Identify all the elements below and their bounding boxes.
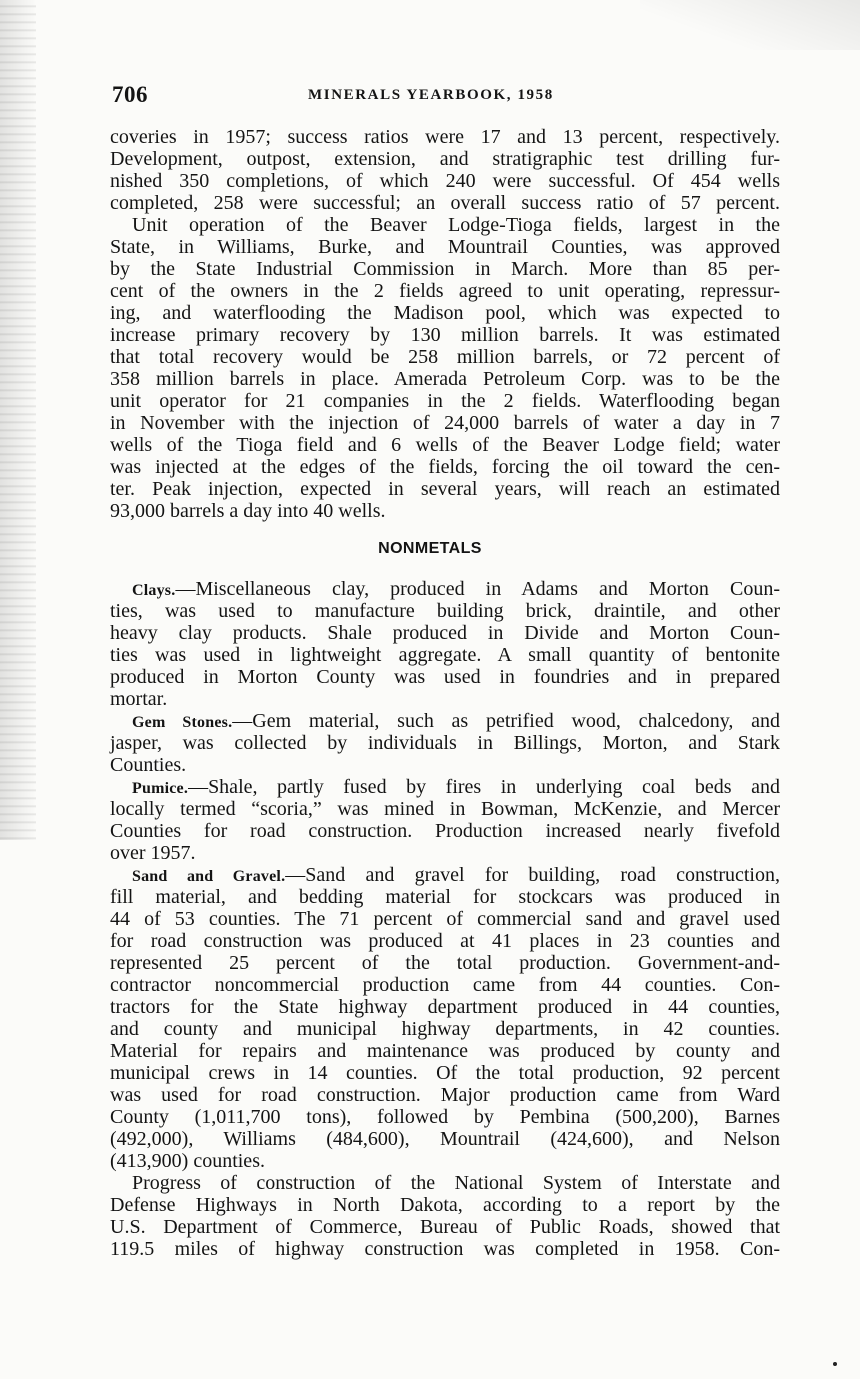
body-text-nonmetals bbox=[110, 578, 780, 1260]
text-line: U.S. Department of Commerce, Bureau of Public Roads, showed that bbox=[110, 1216, 780, 1238]
running-title: MINERALS YEARBOOK, 1958 bbox=[308, 87, 554, 103]
gem-first-line: —Gem material, such as petrified wood, chalcedony, and bbox=[232, 710, 781, 732]
sand-lead: Sand and Gravel. bbox=[132, 868, 286, 885]
text-line bbox=[110, 864, 780, 886]
page-header bbox=[112, 82, 780, 112]
paragraph-clays bbox=[110, 578, 780, 710]
text-line: Unit operation of the Beaver Lodge-Tioga fields, largest in the bbox=[132, 214, 780, 236]
text-line: Development, outpost, extension, and stratigraphic test drilling fur- bbox=[110, 148, 780, 170]
text-line: cent of the owners in the 2 fields agreed to unit operating, repressur- bbox=[110, 280, 780, 302]
paragraph-gem-stones bbox=[110, 710, 780, 776]
text-line bbox=[110, 776, 780, 798]
body-text-top bbox=[110, 126, 780, 522]
text-line: Progress of construction of the National System of Interstate and bbox=[132, 1172, 780, 1194]
text-line: coveries in 1957; success ratios were 17 and 13 percent, respectively. bbox=[110, 126, 780, 148]
gem-lead: Gem Stones. bbox=[132, 714, 233, 731]
text-line: Counties for road construction. Production increased nearly fivefold bbox=[110, 820, 780, 842]
text-line: represented 25 percent of the total production. Government-and- bbox=[110, 952, 780, 974]
text-line: ing, and waterflooding the Madison pool, which was expected to bbox=[110, 302, 780, 324]
text-line: Defense Highways in North Dakota, according to a report by the bbox=[110, 1194, 780, 1216]
text-line: (492,000), Williams (484,600), Mountrail (424,600), and Nelson bbox=[110, 1128, 780, 1150]
pumice-lead: Pumice. bbox=[132, 780, 189, 797]
text-line: produced in Morton County was used in foundries and in prepared bbox=[110, 666, 780, 688]
paragraph-drilling-results bbox=[110, 126, 780, 214]
clays-lead: Clays. bbox=[132, 582, 176, 599]
text-line: heavy clay products. Shale produced in Divide and Morton Coun- bbox=[110, 622, 780, 644]
text-line: wells of the Tioga field and 6 wells of the Beaver Lodge field; water bbox=[110, 434, 780, 456]
text-line: 44 of 53 counties. The 71 percent of commercial sand and gravel used bbox=[110, 908, 780, 930]
text-line: Material for repairs and maintenance was produced by county and bbox=[110, 1040, 780, 1062]
text-line: unit operator for 21 companies in the 2 fields. Waterflooding began bbox=[110, 390, 780, 412]
paragraph-interstate-progress bbox=[110, 1172, 780, 1260]
scan-edge-shadow bbox=[0, 0, 36, 840]
section-heading-nonmetals: NONMETALS bbox=[378, 540, 482, 557]
text-line: contractor noncommercial production came from 44 counties. Con- bbox=[110, 974, 780, 996]
paragraph-unit-operation bbox=[110, 214, 780, 522]
text-line: increase primary recovery by 130 million barrels. It was estimated bbox=[110, 324, 780, 346]
text-line: that total recovery would be 258 million barrels, or 72 percent of bbox=[110, 346, 780, 368]
text-line: ties was used in lightweight aggregate. A small quantity of bentonite bbox=[110, 644, 780, 666]
text-line: completed, 258 were successful; an overall success ratio of 57 percent. bbox=[110, 192, 780, 214]
text-line: State, in Williams, Burke, and Mountrail Counties, was approved bbox=[110, 236, 780, 258]
text-line: and county and municipal highway departments, in 42 counties. bbox=[110, 1018, 780, 1040]
text-line: over 1957. bbox=[110, 842, 196, 864]
text-line: was used for road construction. Major production came from Ward bbox=[110, 1084, 780, 1106]
scan-speck bbox=[833, 1362, 837, 1366]
text-line: mortar. bbox=[110, 688, 168, 710]
text-line bbox=[110, 578, 780, 600]
text-line: (413,900) counties. bbox=[110, 1150, 265, 1172]
text-line: jasper, was collected by individuals in Billings, Morton, and Stark bbox=[110, 732, 780, 754]
clays-first-line: —Miscellaneous clay, produced in Adams and Morton Coun- bbox=[175, 578, 780, 600]
paragraph-pumice bbox=[110, 776, 780, 864]
text-line: ties, was used to manufacture building brick, draintile, and other bbox=[110, 600, 780, 622]
text-line: 93,000 barrels a day into 40 wells. bbox=[110, 500, 386, 522]
sand-first-line: —Sand and gravel for building, road construction, bbox=[285, 864, 780, 886]
text-line: municipal crews in 14 counties. Of the total production, 92 percent bbox=[110, 1062, 780, 1084]
text-line: tractors for the State highway department produced in 44 counties, bbox=[110, 996, 780, 1018]
text-line: locally termed “scoria,” was mined in Bowman, McKenzie, and Mercer bbox=[110, 798, 780, 820]
text-line: fill material, and bedding material for stockcars was produced in bbox=[110, 886, 780, 908]
text-line: 358 million barrels in place. Amerada Petroleum Corp. was to be the bbox=[110, 368, 780, 390]
text-line: was injected at the edges of the fields, forcing the oil toward the cen- bbox=[110, 456, 780, 478]
text-line: by the State Industrial Commission in March. More than 85 per- bbox=[110, 258, 780, 280]
text-line: ter. Peak injection, expected in several years, will reach an estimated bbox=[110, 478, 780, 500]
text-line: in November with the injection of 24,000 barrels of water a day in 7 bbox=[110, 412, 780, 434]
text-line: 119.5 miles of highway construction was completed in 1958. Con- bbox=[110, 1238, 780, 1260]
text-line: Counties. bbox=[110, 754, 187, 776]
text-line bbox=[110, 710, 780, 732]
text-line: for road construction was produced at 41 places in 23 counties and bbox=[110, 930, 780, 952]
scan-corner-shadow bbox=[640, 0, 860, 50]
pumice-first-line: —Shale, partly fused by fires in underlying coal beds and bbox=[188, 776, 780, 798]
text-line: nished 350 completions, of which 240 were successful. Of 454 wells bbox=[110, 170, 780, 192]
paragraph-sand-gravel bbox=[110, 864, 780, 1172]
page-number: 706 bbox=[112, 82, 148, 107]
text-line: County (1,011,700 tons), followed by Pembina (500,200), Barnes bbox=[110, 1106, 780, 1128]
